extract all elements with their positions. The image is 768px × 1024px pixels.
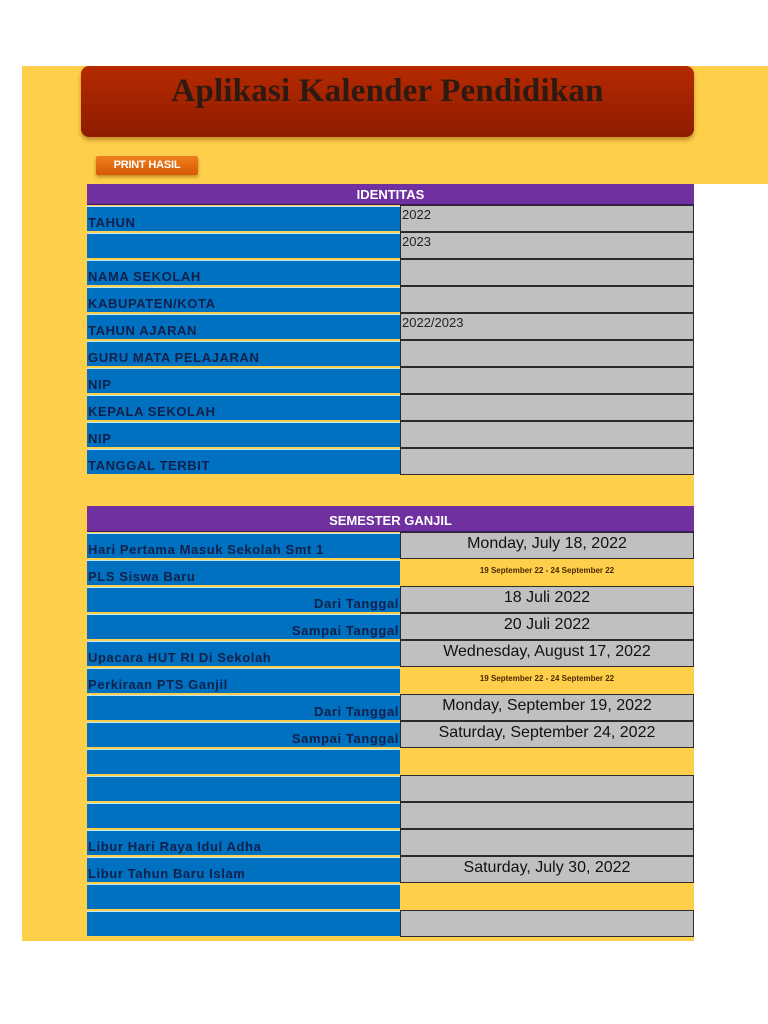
field-label: NAMA SEKOLAH: [87, 260, 400, 285]
field-label: TAHUN AJARAN: [87, 314, 400, 339]
table-row: [87, 205, 694, 232]
table-row: [87, 448, 694, 475]
field-label: Perkiraan PTS Ganjil: [87, 668, 400, 693]
pts-sampai-tanggal-field[interactable]: Saturday, September 24, 2022: [400, 721, 694, 748]
pls-sampai-tanggal-field[interactable]: 20 Juli 2022: [400, 613, 694, 640]
field-label: TAHUN: [87, 206, 400, 231]
guru-mapel-field[interactable]: [400, 340, 694, 367]
table-row: [87, 559, 694, 586]
pts-range-display: 19 September 22 - 24 September 22: [400, 667, 694, 694]
hari-pertama-masuk-field[interactable]: Monday, July 18, 2022: [400, 532, 694, 559]
nama-sekolah-field[interactable]: [400, 259, 694, 286]
table-row: [87, 586, 694, 613]
empty-value-field[interactable]: [400, 802, 694, 829]
empty-yellow-cell: [400, 883, 694, 910]
table-row: [87, 910, 694, 937]
table-row: [87, 286, 694, 313]
field-label: [87, 233, 400, 258]
table-row: [87, 532, 694, 559]
table-row: [87, 667, 694, 694]
field-label: [87, 884, 400, 909]
field-label: GURU MATA PELAJARAN: [87, 341, 400, 366]
tahun-field[interactable]: 2022: [400, 205, 694, 232]
pls-range-display: 19 September 22 - 24 September 22: [400, 559, 694, 586]
field-label: Dari Tanggal: [87, 587, 400, 612]
empty-value-field[interactable]: [400, 910, 694, 937]
field-label: KABUPATEN/KOTA: [87, 287, 400, 312]
field-label: [87, 776, 400, 801]
semester-ganjil-table: [87, 506, 694, 937]
field-label: Sampai Tanggal: [87, 722, 400, 747]
field-label: Libur Tahun Baru Islam: [87, 857, 400, 882]
table-row: [87, 640, 694, 667]
table-row: [87, 829, 694, 856]
table-row: [87, 748, 694, 775]
kepala-sekolah-field[interactable]: [400, 394, 694, 421]
table-row: [87, 883, 694, 910]
empty-yellow-cell: [400, 748, 694, 775]
table-row: [87, 367, 694, 394]
table-row: [87, 775, 694, 802]
table-row: [87, 340, 694, 367]
pls-dari-tanggal-field[interactable]: 18 Juli 2022: [400, 586, 694, 613]
identitas-table: [87, 184, 694, 475]
table-row: [87, 694, 694, 721]
table-row: [87, 421, 694, 448]
field-label: Dari Tanggal: [87, 695, 400, 720]
table-row: [87, 802, 694, 829]
nip-guru-field[interactable]: [400, 367, 694, 394]
table-row: [87, 232, 694, 259]
field-label: Hari Pertama Masuk Sekolah Smt 1: [87, 533, 400, 558]
section-header-semester-ganjil: SEMESTER GANJIL: [87, 506, 694, 532]
table-row: [87, 259, 694, 286]
tanggal-terbit-field[interactable]: [400, 448, 694, 475]
field-label: PLS Siswa Baru: [87, 560, 400, 585]
field-label: Libur Hari Raya Idul Adha: [87, 830, 400, 855]
table-row: [87, 856, 694, 883]
field-label: [87, 911, 400, 936]
table-row: [87, 394, 694, 421]
kabupaten-kota-field[interactable]: [400, 286, 694, 313]
field-label: [87, 749, 400, 774]
field-label: TANGGAL TERBIT: [87, 449, 400, 474]
title-banner: [81, 66, 694, 137]
table-row: [87, 313, 694, 340]
tahun-ajaran-field[interactable]: 2022/2023: [400, 313, 694, 340]
field-label: [87, 803, 400, 828]
table-row: [87, 613, 694, 640]
field-label: NIP: [87, 422, 400, 447]
field-label: Upacara HUT RI Di Sekolah: [87, 641, 400, 666]
empty-value-field[interactable]: [400, 775, 694, 802]
field-label: KEPALA SEKOLAH: [87, 395, 400, 420]
upacara-hut-ri-field[interactable]: Wednesday, August 17, 2022: [400, 640, 694, 667]
print-button[interactable]: PRINT HASIL: [96, 156, 198, 175]
libur-idul-adha-field[interactable]: [400, 829, 694, 856]
section-header-identitas: IDENTITAS: [87, 184, 694, 205]
app-title: Aplikasi Kalender Pendidikan: [171, 73, 604, 109]
table-row: [87, 721, 694, 748]
field-label: NIP: [87, 368, 400, 393]
libur-tahun-baru-islam-field[interactable]: Saturday, July 30, 2022: [400, 856, 694, 883]
field-label: Sampai Tanggal: [87, 614, 400, 639]
tahun-next-field[interactable]: 2023: [400, 232, 694, 259]
pts-dari-tanggal-field[interactable]: Monday, September 19, 2022: [400, 694, 694, 721]
nip-kepsek-field[interactable]: [400, 421, 694, 448]
